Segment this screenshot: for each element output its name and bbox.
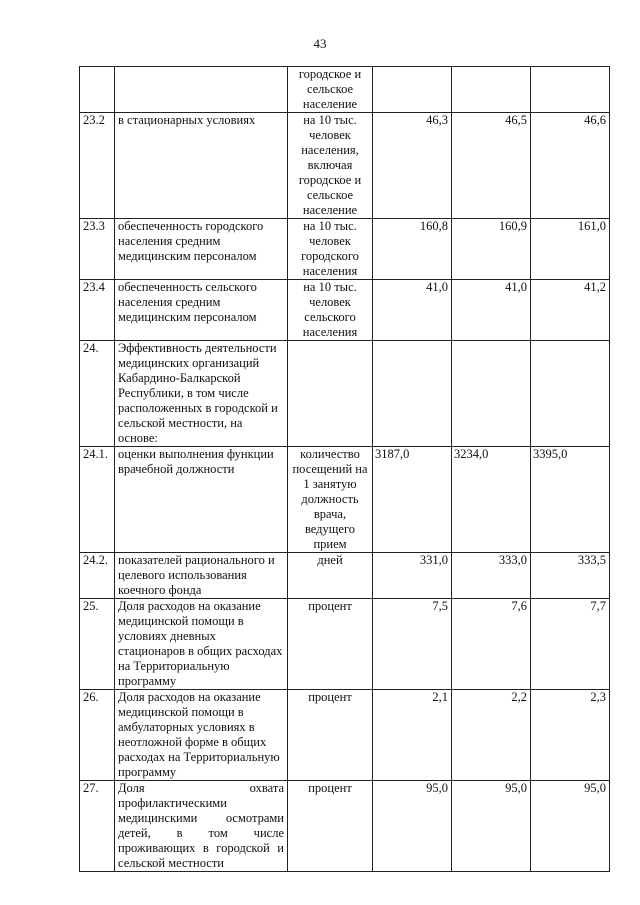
table-row [80, 113, 610, 219]
value-year-2: 41,0 [452, 280, 531, 341]
unit-of-measure [288, 341, 373, 447]
value-year-1 [373, 341, 452, 447]
row-number: 24.2. [80, 553, 115, 599]
value-year-2: 160,9 [452, 219, 531, 280]
unit-of-measure: городское и сельское население [288, 67, 373, 113]
indicator-name: Доля охвата профилактическими медицинскими осмотрами детей, в том числе проживающих в городской и сельской местности [115, 781, 288, 872]
indicator-name: оценки выполнения функции врачебной должности [115, 447, 288, 553]
value-year-1: 7,5 [373, 599, 452, 690]
value-year-3 [531, 341, 610, 447]
unit-of-measure: процент [288, 781, 373, 872]
value-year-3: 95,0 [531, 781, 610, 872]
value-year-3: 46,6 [531, 113, 610, 219]
indicators-table [79, 66, 610, 872]
value-year-3 [531, 67, 610, 113]
value-year-2 [452, 341, 531, 447]
value-year-1: 41,0 [373, 280, 452, 341]
row-number: 23.2 [80, 113, 115, 219]
value-year-3: 3395,0 [531, 447, 610, 553]
unit-of-measure: процент [288, 690, 373, 781]
unit-of-measure: количество посещений на 1 занятую должность врача, ведущего прием [288, 447, 373, 553]
table-row [80, 690, 610, 781]
table-row [80, 219, 610, 280]
row-number: 24.1. [80, 447, 115, 553]
row-number: 23.4 [80, 280, 115, 341]
value-year-3: 333,5 [531, 553, 610, 599]
table-row [80, 341, 610, 447]
row-number [80, 67, 115, 113]
row-number: 23.3 [80, 219, 115, 280]
value-year-2: 3234,0 [452, 447, 531, 553]
indicator-name: в стационарных условиях [115, 113, 288, 219]
indicator-name: обеспеченность сельского населения средним медицинским персоналом [115, 280, 288, 341]
table-row [80, 67, 610, 113]
value-year-1: 3187,0 [373, 447, 452, 553]
table-row [80, 781, 610, 872]
row-number: 25. [80, 599, 115, 690]
value-year-1 [373, 67, 452, 113]
value-year-1: 2,1 [373, 690, 452, 781]
value-year-2: 333,0 [452, 553, 531, 599]
value-year-1: 95,0 [373, 781, 452, 872]
table-row [80, 553, 610, 599]
value-year-3: 2,3 [531, 690, 610, 781]
value-year-2 [452, 67, 531, 113]
table-row [80, 447, 610, 553]
value-year-2: 46,5 [452, 113, 531, 219]
indicator-name: Доля расходов на оказание медицинской помощи в условиях дневных стационаров в общих расходах на Территориальную программу [115, 599, 288, 690]
value-year-1: 331,0 [373, 553, 452, 599]
value-year-2: 2,2 [452, 690, 531, 781]
row-number: 27. [80, 781, 115, 872]
table-row [80, 599, 610, 690]
unit-of-measure: процент [288, 599, 373, 690]
page-number: 43 [313, 36, 327, 51]
row-number: 24. [80, 341, 115, 447]
unit-of-measure: на 10 тыс. человек сельского населения [288, 280, 373, 341]
indicator-name: Доля расходов на оказание медицинской помощи в амбулаторных условиях в неотложной форме в общих расходах на Территориальную программу [115, 690, 288, 781]
table-row [80, 280, 610, 341]
value-year-2: 7,6 [452, 599, 531, 690]
unit-of-measure: на 10 тыс. человек городского населения [288, 219, 373, 280]
value-year-2: 95,0 [452, 781, 531, 872]
value-year-1: 160,8 [373, 219, 452, 280]
value-year-1: 46,3 [373, 113, 452, 219]
indicator-name: Эффективность деятельности медицинских организаций Кабардино-Балкарской Республики, в том числе расположенных в городской и сельской местности, на основе: [115, 341, 288, 447]
unit-of-measure: на 10 тыс. человек населения, включая городское и сельское население [288, 113, 373, 219]
row-number: 26. [80, 690, 115, 781]
value-year-3: 7,7 [531, 599, 610, 690]
value-year-3: 41,2 [531, 280, 610, 341]
unit-of-measure: дней [288, 553, 373, 599]
indicator-name: показателей рационального и целевого использования коечного фонда [115, 553, 288, 599]
indicator-name: обеспеченность городского населения средним медицинским персоналом [115, 219, 288, 280]
value-year-3: 161,0 [531, 219, 610, 280]
indicator-name [115, 67, 288, 113]
